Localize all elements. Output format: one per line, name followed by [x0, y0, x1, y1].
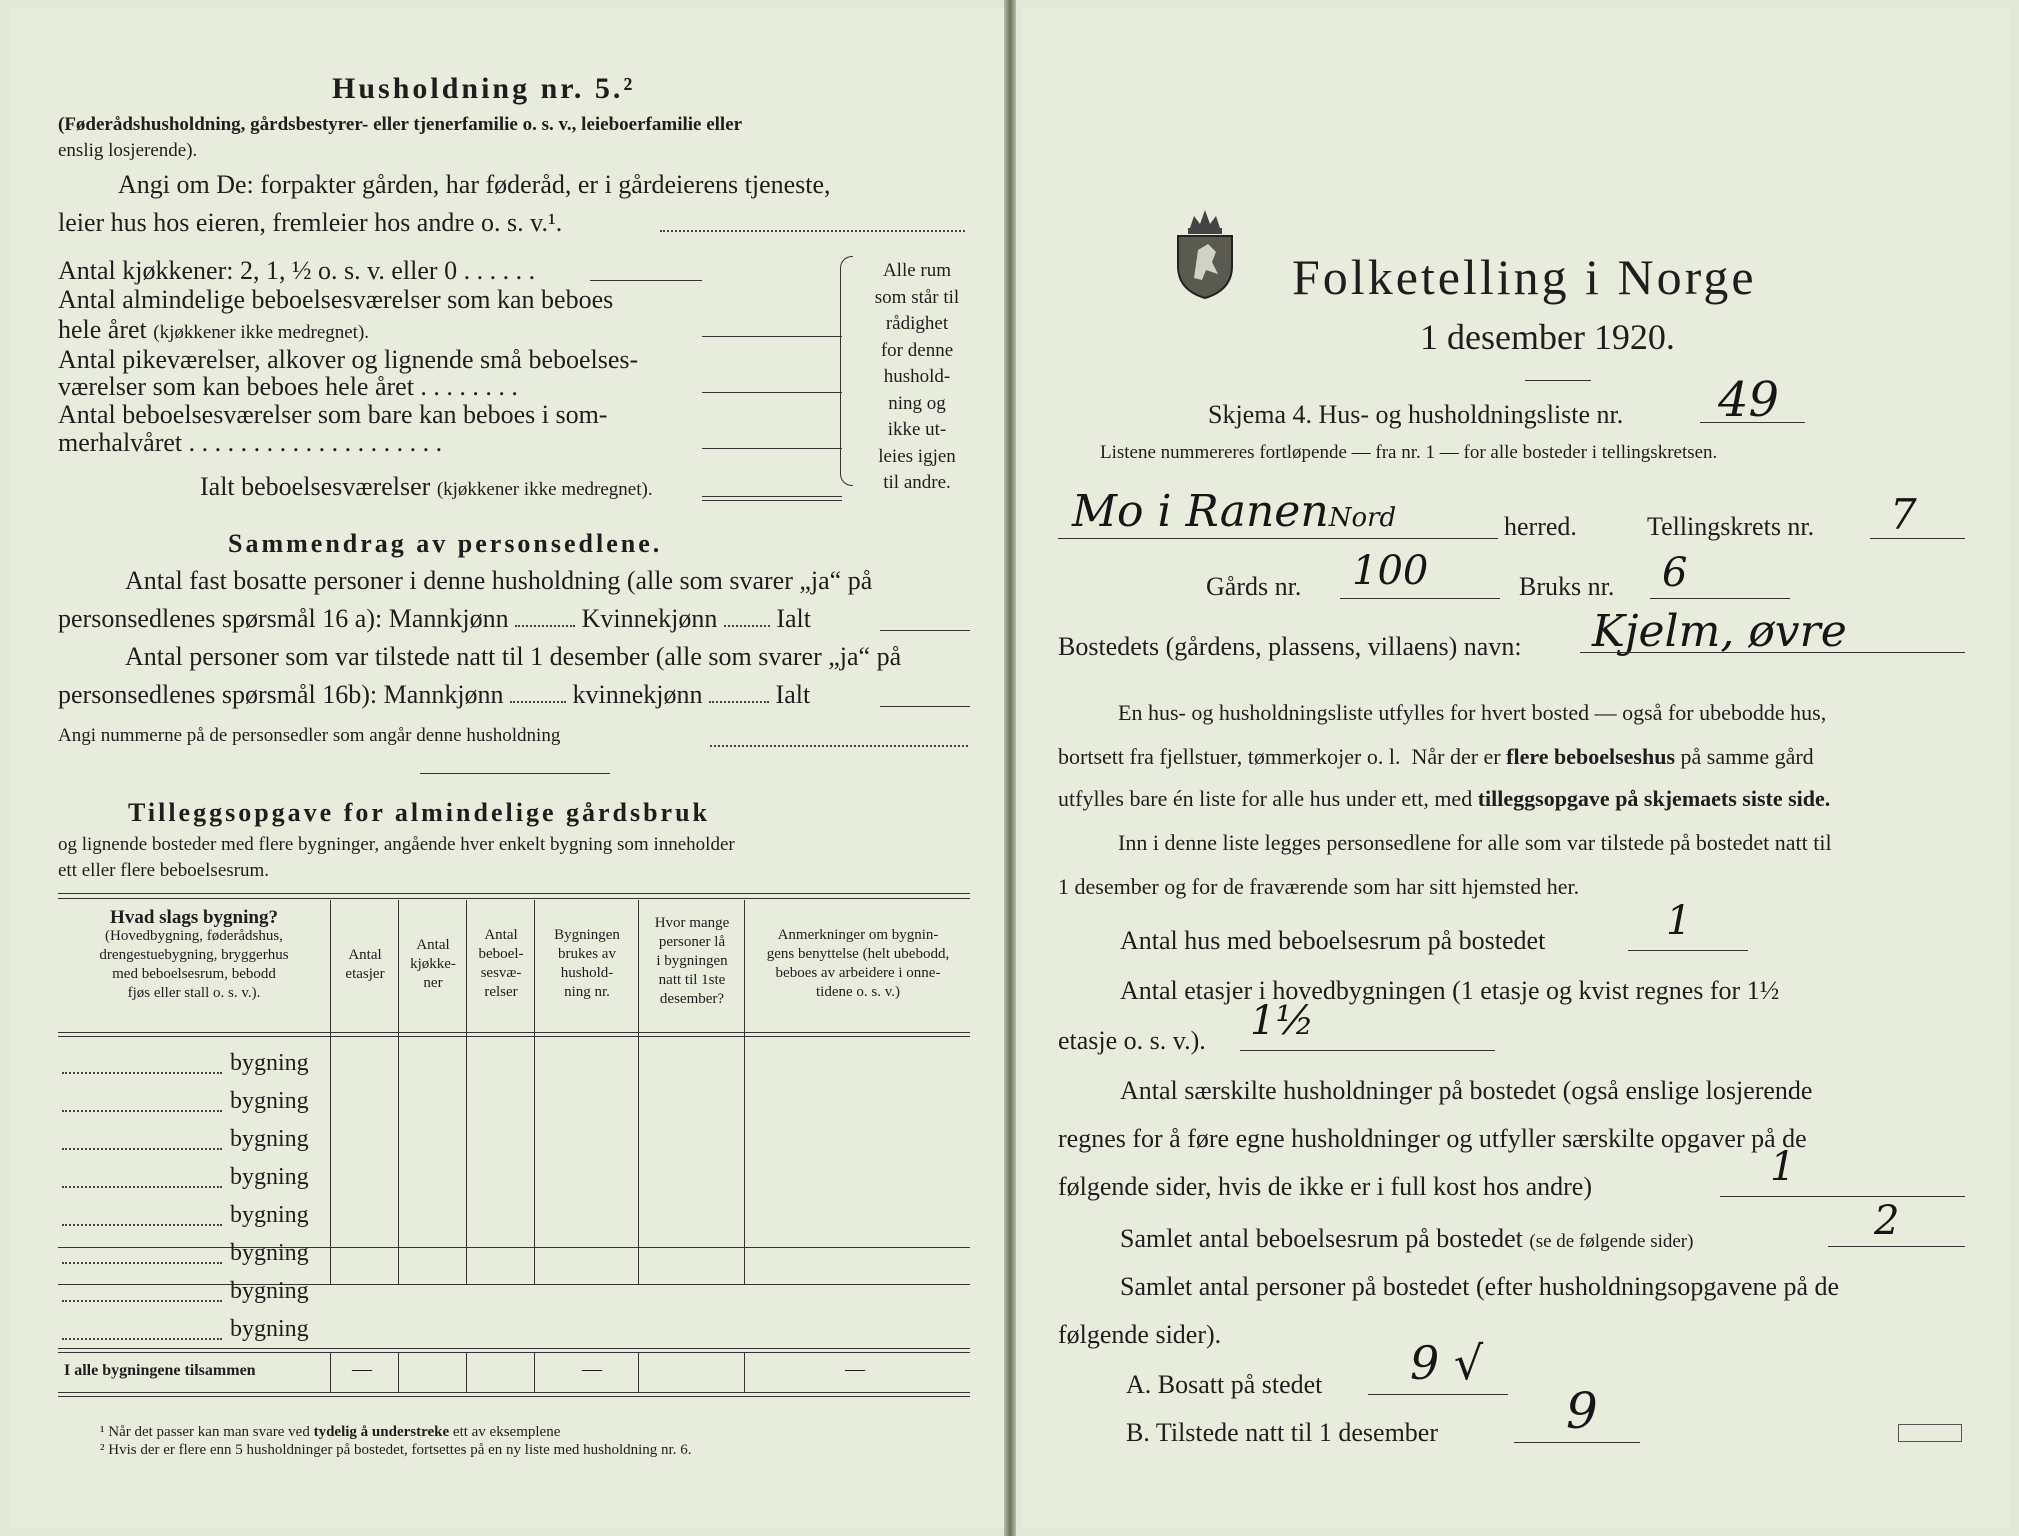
col-husholdning: Bygningen brukes av hushold- ning nr.: [554, 927, 620, 1000]
table-row-label: bygning: [230, 1278, 309, 1304]
para1-line-1: En hus- og husholdningsliste utfylles for hvert bosted — også for ubebodde hus,: [1118, 700, 1827, 725]
col-anmerkninger: Anmerkninger om bygnin- gens benyttelse (helt ubebodd, beboes av arbeidere i onne- tidene o. s. v.): [766, 927, 950, 1000]
angi-line-2: leier hus hos eieren, fremleier hos andre o. s. v.¹.: [58, 208, 563, 237]
tillegg-title: Tilleggsopgave for almindelige gårdsbruk: [128, 798, 711, 827]
total-dash: —: [845, 1358, 865, 1380]
bruks-label: Bruks nr.: [1519, 572, 1615, 601]
summary-line-1: Antal fast bosatte personer i denne husholdning (alle som svarer „ja“ på: [125, 566, 873, 595]
listene-note: Listene nummereres fortløpende — fra nr. 1 — for alle bosteder i tellingskretsen.: [1100, 442, 1718, 463]
summary-line-5: Angi nummerne på de personsedler som angår denne husholdning: [58, 725, 561, 746]
side-note: Alle rum som står til rådighet for denne hushold- ning og ikke ut- leies igjen til andre.: [874, 260, 960, 493]
summary-line-4: personsedlenes spørsmål 16b): Mannkjønn kvinnekjønn Ialt: [58, 680, 811, 709]
tellingskrets-value: 7: [1890, 490, 1917, 539]
census-date: 1 desember 1920.: [1420, 317, 1675, 357]
table-row-label: bygning: [230, 1050, 309, 1076]
rooms-line-4: Antal pikeværelser, alkover og lignende små beboelses-: [58, 345, 639, 374]
bosted-value: Kjelm, øvre: [1592, 606, 1847, 657]
summary-line-2: personsedlenes spørsmål 16 a): Mannkjønn Kvinnekjønn Ialt: [58, 604, 812, 633]
saerskilte-value: 1: [1770, 1144, 1796, 1190]
list-number-value: 49: [1718, 372, 1780, 428]
total-dash: —: [582, 1358, 602, 1380]
angi-line-1: Angi om De: forpakter gården, har føderåd, er i gårdeierens tjeneste,: [118, 170, 831, 199]
table-row-label: bygning: [230, 1126, 309, 1152]
para1-line-3: utfylles bare én liste for alle hus under ett, med tilleggsopgave på skjemaets siste side.: [1058, 786, 1831, 811]
table-row-label: bygning: [230, 1164, 309, 1190]
saerskilte-line-3: følgende sider, hvis de ikke er i full kost hos andre): [1058, 1172, 1592, 1201]
col-vaerelser: Antal beboel- sesvæ- relser: [478, 927, 524, 1000]
rooms-line-3: hele året (kjøkkener ikke medregnet).: [58, 315, 370, 344]
bosatt-label: A. Bosatt på stedet: [1126, 1370, 1323, 1399]
rooms-line-6: Antal beboelsesværelser som bare kan beboes i som-: [58, 400, 608, 429]
tilstede-label: B. Tilstede natt til 1 desember: [1126, 1418, 1438, 1447]
herred-label: herred.: [1504, 512, 1577, 541]
table-row-label: bygning: [230, 1202, 309, 1228]
table-row-label: bygning: [230, 1088, 309, 1114]
printer-stamp: [1898, 1424, 1962, 1442]
samlet-pers-line-1: Samlet antal personer på bostedet (efter husholdningsopgavene på de: [1120, 1272, 1840, 1301]
samlet-rum-value: 2: [1874, 1198, 1900, 1244]
saerskilte-line-1: Antal særskilte husholdninger på bostedet (også enslige losjerende: [1120, 1076, 1813, 1105]
household-intro-2: enslig losjerende).: [58, 140, 198, 161]
summary-line-3: Antal personer som var tilstede natt til 1 desember (alle som svarer „ja“ på: [125, 642, 902, 671]
tilstede-value: 9: [1566, 1382, 1598, 1440]
household-title: Husholdning nr. 5.²: [332, 72, 636, 105]
etasjer-line-2: etasje o. s. v.).: [1058, 1026, 1206, 1055]
samlet-rum-label: Samlet antal beboelsesrum på bostedet (se de følgende sider): [1120, 1224, 1694, 1253]
rooms-line-5: værelser som kan beboes hele året . . . . . . . .: [58, 372, 518, 401]
rooms-line-1: Antal kjøkkener: 2, 1, ½ o. s. v. eller 0 . . . . . .: [58, 256, 536, 285]
bosatt-value: 9 √: [1410, 1336, 1484, 1390]
herred-value: Mo i RanenNord: [1072, 486, 1397, 537]
gards-value: 100: [1352, 548, 1429, 594]
para2-line-2: 1 desember og for de fraværende som har sitt hjemsted her.: [1058, 874, 1580, 899]
samlet-pers-line-2: følgende sider).: [1058, 1320, 1222, 1349]
page-fold: [1004, 0, 1016, 1536]
gards-label: Gårds nr.: [1206, 572, 1302, 601]
household-intro-1: (Føderådshusholdning, gårdsbestyrer- eller tjenerfamilie o. s. v., leieboerfamilie eller: [58, 114, 743, 135]
col-personer: Hvor mange personer lå i bygningen natt til 1ste desember?: [654, 915, 730, 1007]
summary-title: Sammendrag av personsedlene.: [228, 529, 663, 558]
room-bracket: [840, 256, 853, 486]
col-building-type: Hvad slags bygning? (Hovedbygning, føderådshus, drengestuebygning, bryggerhus med beboelsesrum, bebodd fjøs eller stall o. s. v.).: [99, 907, 289, 1001]
rooms-line-2: Antal almindelige beboelsesværelser som kan beboes: [58, 285, 614, 314]
skjema-label: Skjema 4. Hus- og husholdningsliste nr.: [1208, 400, 1624, 429]
total-row-label: I alle bygningene tilsammen: [64, 1362, 256, 1379]
footnote-2: ² Hvis der er flere enn 5 husholdninger på bostedet, fortsettes på en ny liste med husholdning nr. 6.: [100, 1442, 692, 1458]
table-row-label: bygning: [230, 1240, 309, 1266]
saerskilte-line-2: regnes for å føre egne husholdninger og utfyller særskilte opgaver på de: [1058, 1124, 1807, 1153]
para2-line-1: Inn i denne liste legges personsedlene for alle som var tilstede på bostedet natt til: [1118, 830, 1832, 855]
etasjer-line-1: Antal etasjer i hovedbygningen (1 etasje og kvist regnes for 1½: [1120, 976, 1780, 1005]
para1-line-2: bortsett fra fjellstuer, tømmerkojer o. l. Når der er flere beboelseshus på samme gård: [1058, 744, 1814, 769]
ialt-line: Ialt beboelsesværelser (kjøkkener ikke medregnet).: [200, 472, 653, 501]
bruks-value: 6: [1662, 550, 1688, 596]
bosted-label: Bostedets (gårdens, plassens, villaens) navn:: [1058, 632, 1522, 661]
hus-value: 1: [1666, 898, 1692, 944]
total-dash: —: [352, 1358, 372, 1380]
table-row-label: bygning: [230, 1316, 309, 1342]
coat-of-arms-icon: [1172, 200, 1238, 300]
hus-label: Antal hus med beboelsesrum på bostedet: [1120, 926, 1546, 955]
etasjer-value: 1½: [1250, 998, 1315, 1044]
col-kjokkener: Antal kjøkke- ner: [410, 937, 456, 991]
rooms-line-7: merhalvåret . . . . . . . . . . . . . . . . . . . .: [58, 428, 443, 457]
tillegg-text-2: ett eller flere beboelsesrum.: [58, 860, 270, 881]
census-title: Folketelling i Norge: [1292, 249, 1757, 305]
tellingskrets-label: Tellingskrets nr.: [1647, 512, 1815, 541]
footnote-1: ¹ Når det passer kan man svare ved tydelig å understreke ett av eksemplene: [100, 1424, 561, 1440]
col-etasjer: Antal etasjer: [345, 947, 385, 982]
tillegg-text-1: og lignende bosteder med flere bygninger, angående hver enkelt bygning som inneholder: [58, 834, 735, 855]
